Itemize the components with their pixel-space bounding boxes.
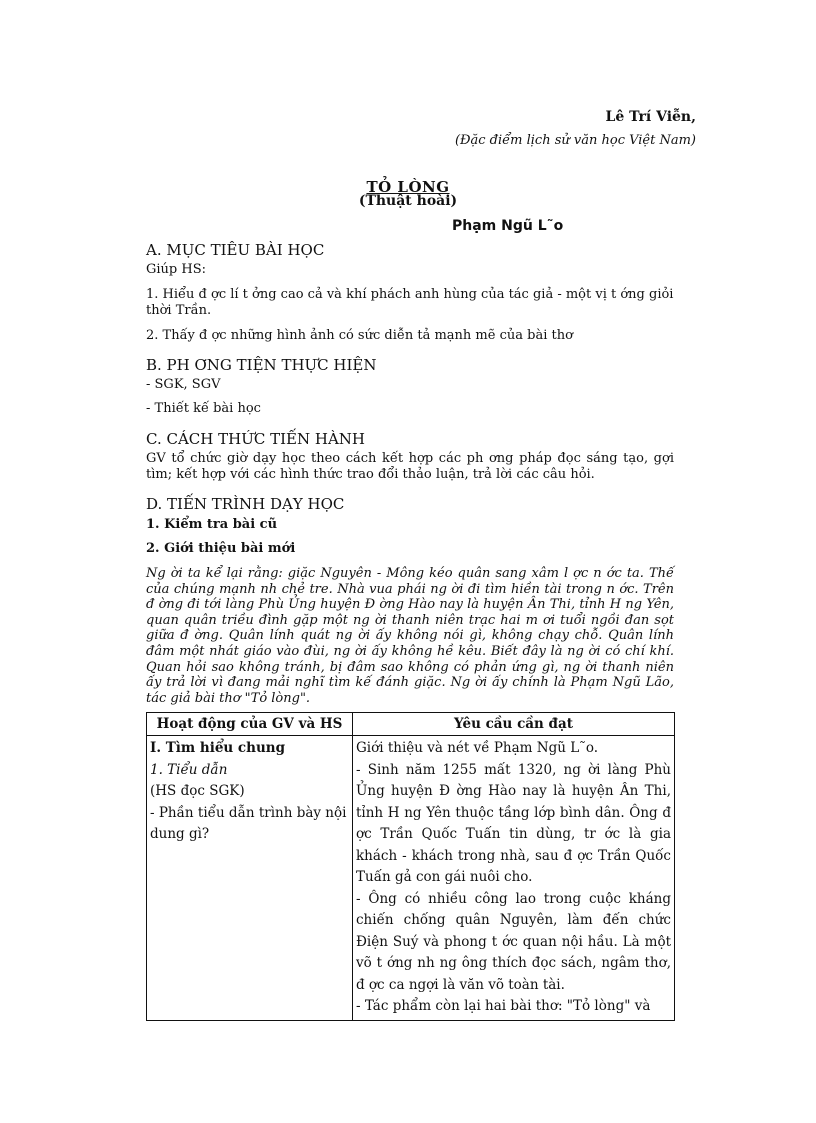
table-row (147, 736, 675, 1021)
requirement-paragraph: - Tác phẩm còn lại hai bài thơ: "Tỏ lòng" và (356, 998, 651, 1014)
section-a-item1: 1. Hiểu đ ợc lí t ởng cao cả và khí phách anh hùng của tác giả - một vị t ớng giỏi thời Trần. (146, 287, 674, 318)
section-a-item2: 2. Thấy đ ợc những hình ảnh có sức diễn tả mạnh mẽ của bài thơ (146, 328, 573, 343)
table-header-requirements: Yêu cầu cần đạt (353, 713, 675, 736)
section-a-heading: A. MỤC TIÊU BÀI HỌC (146, 241, 325, 259)
poet-name: Phạm Ngũ L˜o (452, 218, 564, 234)
requirement-paragraph: - Ông có nhiều công lao trong cuộc kháng chiến chống quân Nguyên, làm đến chức Điện Suý và phong t ớc quan nội hầu. Là một võ t ớng nh ng ông thích đọc sách, ngâm thơ, đ ợc ca ngợi là văn võ toàn tài. (356, 890, 671, 993)
section-d-step2: 2. Giới thiệu bài mới (146, 541, 296, 556)
lesson-title: TỎ LÒNG (366, 178, 450, 196)
lesson-activity-table (146, 712, 675, 1021)
table-header-row (147, 713, 675, 736)
activity-question: - Phần tiểu dẫn trình bày nội dung gì? (150, 804, 347, 842)
requirement-intro: Giới thiệu và nét về Phạm Ngũ L˜o. (356, 740, 599, 756)
lesson-subtitle: (Thuật hoài) (358, 193, 458, 209)
section-b-heading: B. PH ƠNG TIỆN THỰC HIỆN (146, 356, 377, 374)
table-header-activity: Hoạt động của GV và HS (147, 713, 353, 736)
section-d-heading: D. TIẾN TRÌNH DẠY HỌC (146, 495, 345, 513)
section-b-item1: - SGK, SGV (146, 377, 221, 392)
activity-cell (147, 736, 353, 1021)
section-c-heading: C. CÁCH THỨC TIẾN HÀNH (146, 430, 365, 448)
requirement-paragraph: - Sinh năm 1255 mất 1320, ng ời làng Phù Ủng huyện Đ ờng Hào nay là huyện Ân Thi, tỉnh H ng Yên thuộc tầng lớp bình dân. Ông đ ợc Trần Quốc Tuấn tin dùng, tr ớc là gia khách - khách trong nhà, sau đ ợc Trần Quốc Tuấn gả con gái nuôi cho. (356, 761, 671, 885)
section-label: I. Tìm hiểu chung (150, 740, 286, 756)
section-a-intro: Giúp HS: (146, 262, 206, 277)
section-c-text: GV tổ chức giờ dạy học theo cách kết hợp các ph ơng pháp đọc sáng tạo, gợi tìm; kết hợp với các hình thức trao đổi thảo luận, trả lời các câu hỏi. (146, 451, 674, 482)
activity-note: (HS đọc SGK) (150, 783, 245, 799)
subsection-label: 1. Tiểu dẫn (150, 761, 228, 778)
requirements-cell (353, 736, 675, 1021)
source-citation: (Đặc điểm lịch sử văn học Việt Nam) (454, 133, 696, 148)
author-name: Lê Trí Viễn, (605, 109, 696, 125)
section-b-item2: - Thiết kế bài học (146, 401, 261, 416)
section-d-step1: 1. Kiểm tra bài cũ (146, 517, 278, 532)
story-introduction: Ng ời ta kể lại rằng: giặc Nguyên - Mông kéo quân sang xâm l ợc n ớc ta. Thế của chúng mạnh nh chẻ tre. Nhà vua phái ng ời đi tìm hiền tài trong n ớc. Trên đ ờng đi tới làng Phù Ủng huyện Đ ờng Hào nay là huyện Ân Thi, tỉnh H ng Yên, quan quân triều đình gặp một ng ời thanh niên trạc hai m ơi tuổi ngồi đan sọt giữa đ ờng. Quân lính quát ng ời ấy không nói gì, không chạy chỗ. Quân lính đâm một nhát giáo vào đùi, ng ời ấy không hề kêu. Biết đây là ng ời có chí khí. Quan hỏi sao không tránh, bị đâm sao không có phản ứng gì, ng ời thanh niên ấy trả lời vì đang mải nghĩ tìm kế đánh giặc. Ng ời ấy chính là Phạm Ngũ Lão, tác giả bài thơ "Tỏ lòng". (146, 566, 674, 706)
